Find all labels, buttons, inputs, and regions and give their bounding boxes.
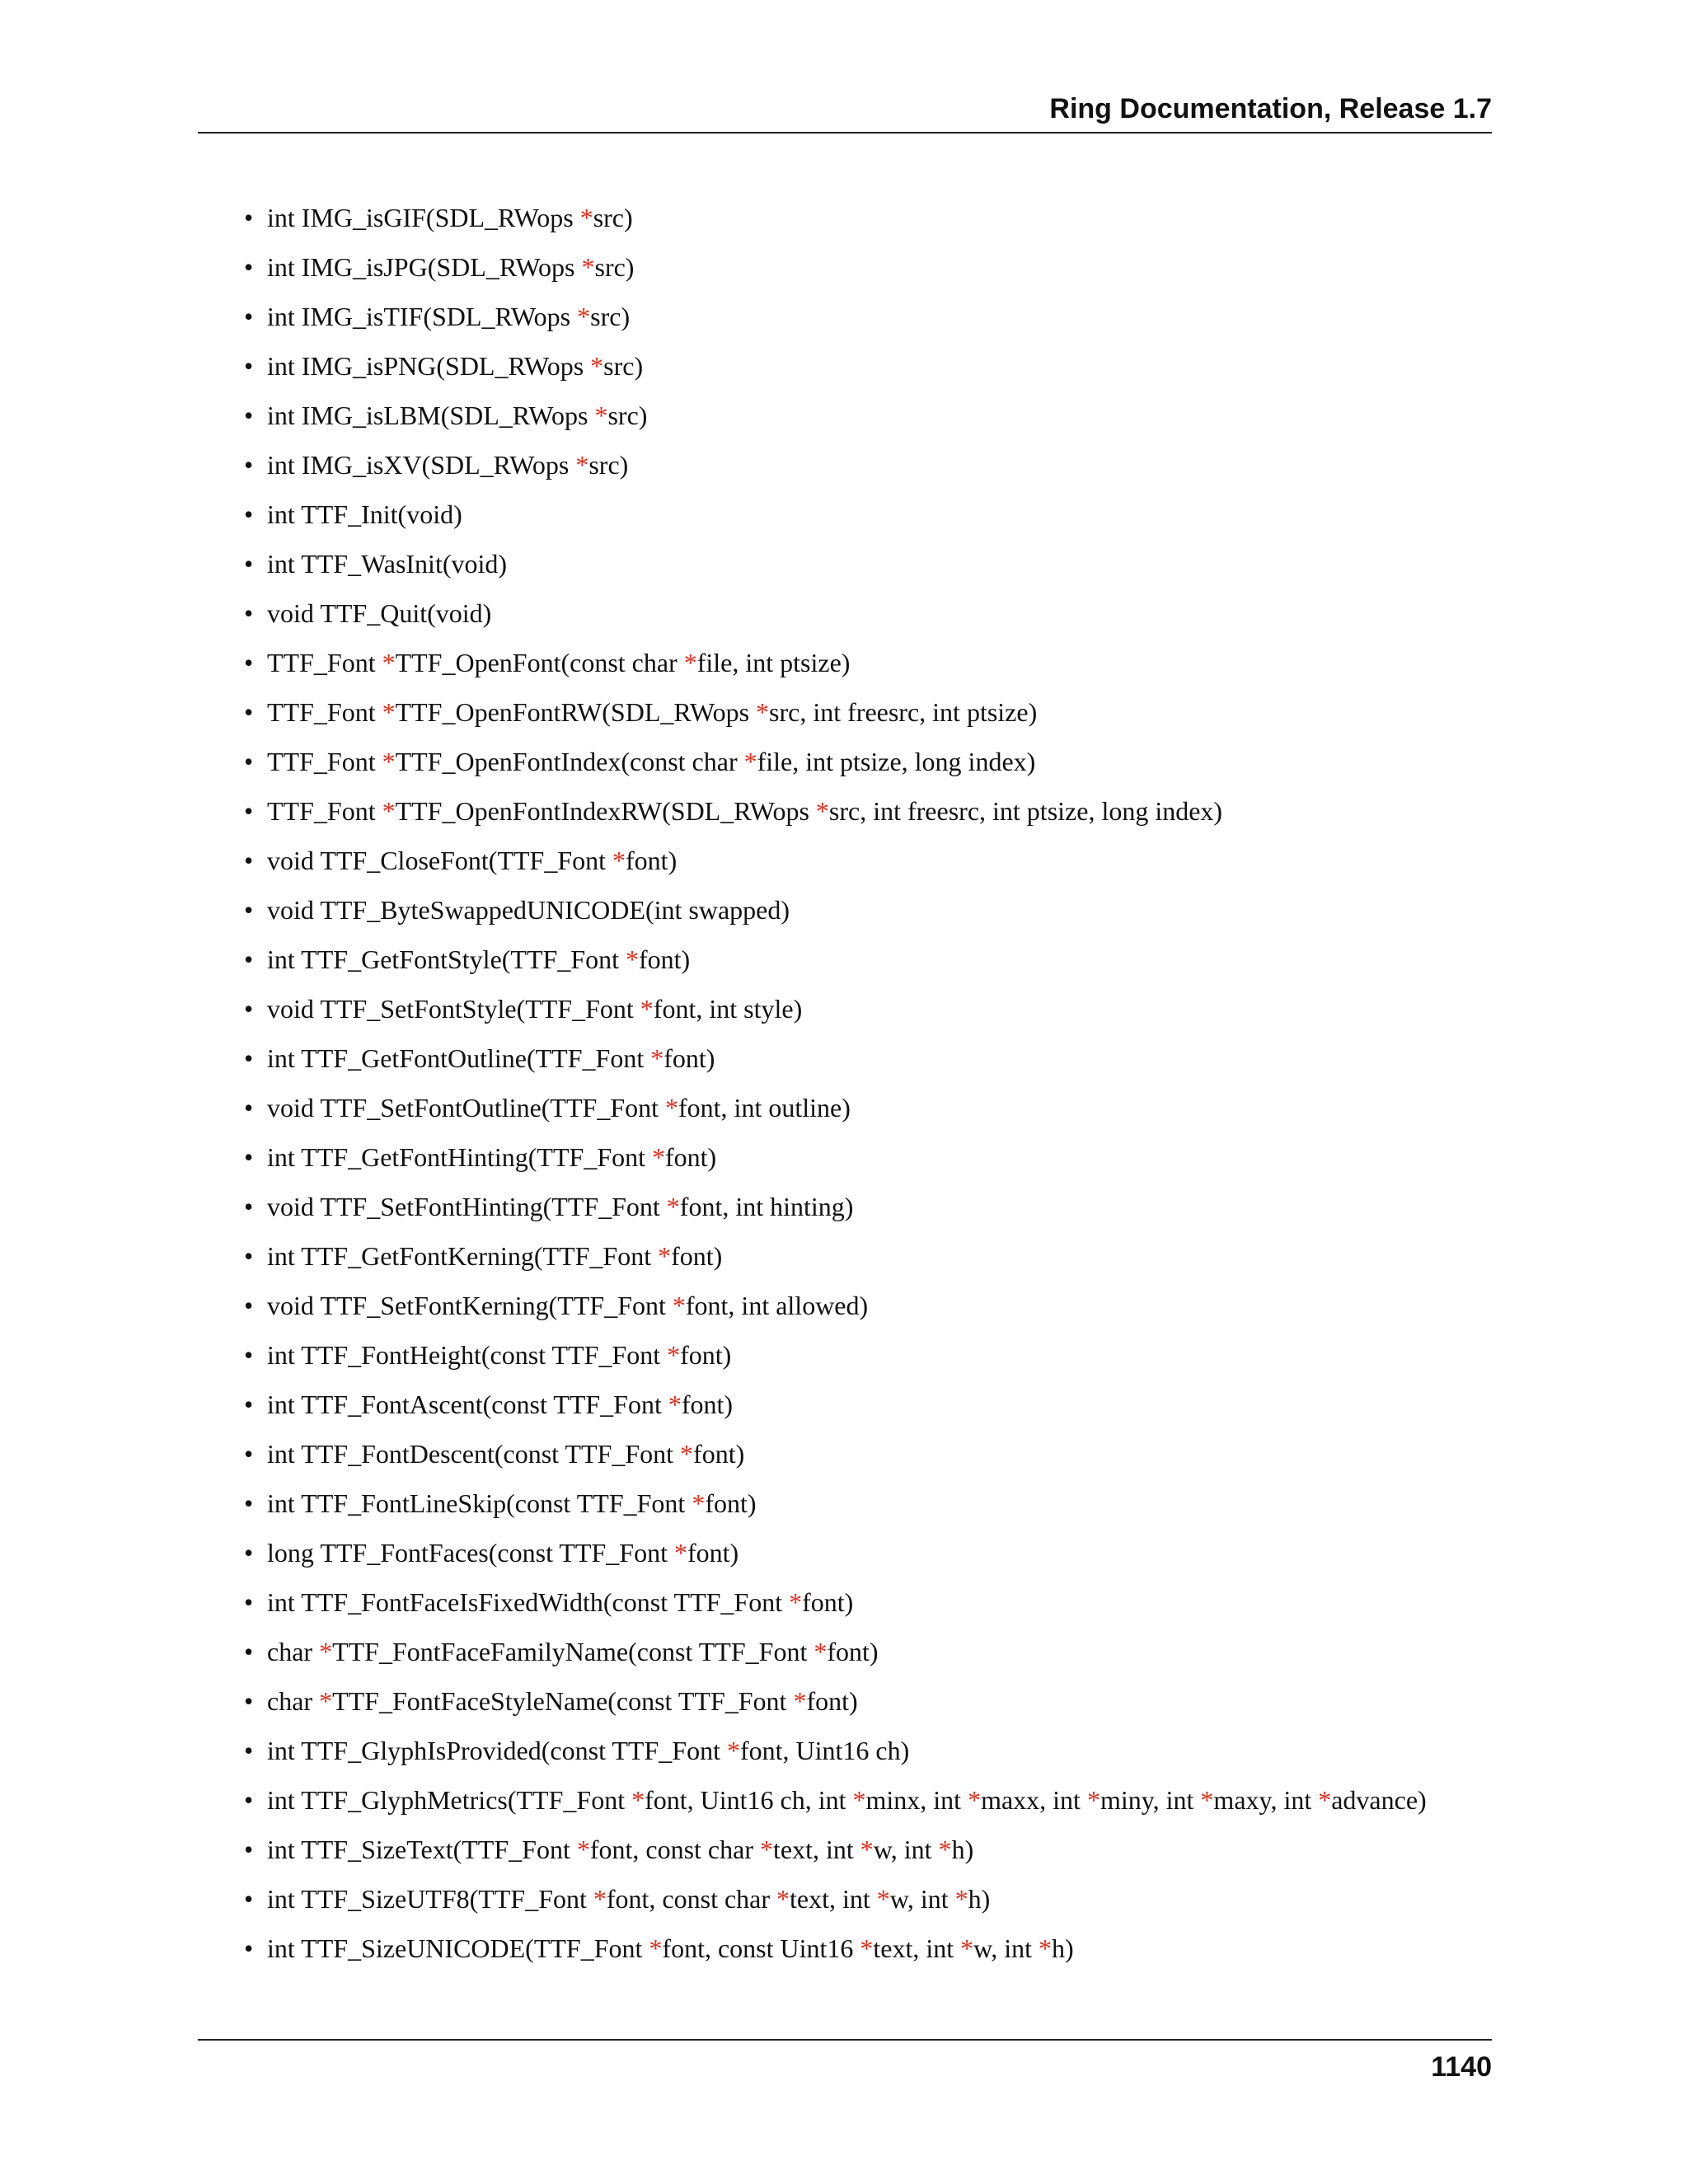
pointer-asterisk: *	[319, 1686, 333, 1716]
pointer-asterisk: *	[579, 203, 593, 232]
signature-text: font)	[639, 944, 691, 974]
bullet-icon: •	[244, 1736, 254, 1765]
pointer-asterisk: *	[649, 1933, 663, 1963]
page-number: 1140	[1431, 2051, 1492, 2083]
signature-text: font)	[693, 1439, 745, 1469]
list-item	[244, 841, 1497, 890]
bullet-icon: •	[244, 302, 254, 331]
bullet-icon: •	[244, 1291, 254, 1320]
pointer-asterisk: *	[938, 1835, 952, 1864]
signature-text: TTF_OpenFontIndex(const char	[395, 747, 744, 776]
pointer-asterisk: *	[612, 846, 626, 875]
pointer-asterisk: *	[789, 1587, 803, 1617]
pointer-asterisk: *	[692, 1488, 706, 1518]
list-item	[244, 494, 1497, 544]
bullet-icon: •	[244, 895, 254, 925]
pointer-asterisk: *	[382, 796, 396, 826]
list-item	[244, 1385, 1497, 1434]
pointer-asterisk: *	[672, 1291, 686, 1320]
bullet-icon: •	[244, 1043, 254, 1073]
signature-text: h)	[1051, 1933, 1074, 1963]
signature-text: void TTF_SetFontHinting(TTF_Font	[267, 1192, 667, 1221]
signature-text: int IMG_isJPG(SDL_RWops	[267, 252, 582, 282]
list-item	[244, 1236, 1497, 1286]
list-item	[244, 346, 1497, 396]
signature-text: src)	[593, 203, 633, 232]
bullet-icon: •	[244, 1488, 254, 1518]
signature-text: TTF_FontFaceFamilyName(const TTF_Font	[332, 1637, 814, 1666]
signature-text: TTF_FontFaceStyleName(const TTF_Font	[332, 1686, 794, 1716]
list-item	[244, 1780, 1497, 1830]
signature-text: font, int outline)	[678, 1093, 851, 1122]
signature-text: text, int	[873, 1933, 961, 1963]
signature-text: char	[267, 1637, 320, 1666]
function-list	[244, 198, 1497, 1978]
signature-text: int IMG_isPNG(SDL_RWops	[267, 351, 591, 381]
bullet-icon: •	[244, 203, 254, 232]
bullet-icon: •	[244, 1390, 254, 1419]
list-item	[244, 593, 1497, 643]
signature-text: font)	[680, 1340, 732, 1370]
signature-text: void TTF_Quit(void)	[267, 598, 492, 628]
signature-text: void TTF_ByteSwappedUNICODE(int swapped)	[267, 895, 790, 925]
page-header	[198, 91, 1492, 134]
signature-text: font)	[681, 1390, 734, 1419]
signature-text: int IMG_isXV(SDL_RWops	[267, 450, 576, 480]
signature-text: int TTF_FontAscent(const TTF_Font	[267, 1390, 668, 1419]
pointer-asterisk: *	[665, 1093, 678, 1122]
bullet-icon: •	[244, 401, 254, 430]
pointer-asterisk: *	[626, 944, 639, 974]
signature-text: font)	[663, 1043, 715, 1073]
signature-text: int TTF_SizeUTF8(TTF_Font	[267, 1884, 593, 1914]
list-item	[244, 297, 1497, 346]
pointer-asterisk: *	[577, 302, 591, 331]
pointer-asterisk: *	[726, 1736, 740, 1765]
signature-text: text, int	[790, 1884, 877, 1914]
bullet-icon: •	[244, 252, 254, 282]
signature-text: font, const char	[589, 1835, 760, 1864]
list-item	[244, 890, 1497, 940]
pointer-asterisk: *	[680, 1439, 694, 1469]
signature-text: font, int hinting)	[679, 1192, 854, 1221]
signature-text: maxy, int	[1213, 1785, 1319, 1815]
signature-text: font)	[671, 1241, 723, 1271]
pointer-asterisk: *	[793, 1686, 807, 1716]
pointer-asterisk: *	[852, 1785, 866, 1815]
pointer-asterisk: *	[593, 1884, 607, 1914]
bullet-icon: •	[244, 351, 254, 381]
bullet-icon: •	[244, 846, 254, 875]
signature-text: maxx, int	[981, 1785, 1087, 1815]
bullet-icon: •	[244, 796, 254, 826]
signature-text: src, int freesrc, int ptsize)	[769, 697, 1038, 727]
signature-text: int IMG_isGIF(SDL_RWops	[267, 203, 580, 232]
list-item	[244, 396, 1497, 445]
signature-text: font)	[626, 846, 678, 875]
pointer-asterisk: *	[581, 252, 595, 282]
pointer-asterisk: *	[968, 1785, 982, 1815]
pointer-asterisk: *	[1086, 1785, 1100, 1815]
page-content	[244, 198, 1497, 1978]
pointer-asterisk: *	[759, 1835, 773, 1864]
signature-text: TTF_Font	[267, 697, 382, 727]
signature-text: font)	[665, 1142, 717, 1172]
signature-text: int TTF_FontDescent(const TTF_Font	[267, 1439, 681, 1469]
list-item	[244, 643, 1497, 692]
signature-text: font, int allowed)	[685, 1291, 869, 1320]
pointer-asterisk: *	[319, 1637, 333, 1666]
signature-text: minx, int	[865, 1785, 968, 1815]
bullet-icon: •	[244, 1835, 254, 1864]
signature-text: h)	[968, 1884, 991, 1914]
signature-text: int TTF_SizeUNICODE(TTF_Font	[267, 1933, 649, 1963]
bullet-icon: •	[244, 747, 254, 776]
signature-text: file, int ptsize)	[696, 648, 851, 677]
signature-text: h)	[951, 1835, 974, 1864]
list-item	[244, 1731, 1497, 1780]
list-item	[244, 1879, 1497, 1929]
list-item	[244, 198, 1497, 247]
signature-text: TTF_Font	[267, 648, 382, 677]
pointer-asterisk: *	[814, 1637, 828, 1666]
bullet-icon: •	[244, 1241, 254, 1271]
signature-text: int TTF_GetFontKerning(TTF_Font	[267, 1241, 659, 1271]
pointer-asterisk: *	[640, 994, 654, 1024]
signature-text: int TTF_FontHeight(const TTF_Font	[267, 1340, 668, 1370]
signature-text: w, int	[889, 1884, 955, 1914]
bullet-icon: •	[244, 1142, 254, 1172]
pointer-asterisk: *	[594, 401, 608, 430]
list-item	[244, 1187, 1497, 1236]
list-item	[244, 989, 1497, 1038]
list-item	[244, 1137, 1497, 1187]
list-item	[244, 1681, 1497, 1731]
signature-text: TTF_OpenFontRW(SDL_RWops	[395, 697, 757, 727]
signature-text: void TTF_SetFontOutline(TTF_Font	[267, 1093, 665, 1122]
list-item	[244, 1632, 1497, 1681]
pointer-asterisk: *	[1318, 1785, 1332, 1815]
signature-text: file, int ptsize, long index)	[757, 747, 1036, 776]
pointer-asterisk: *	[683, 648, 697, 677]
pointer-asterisk: *	[382, 648, 396, 677]
signature-text: font, Uint16 ch)	[739, 1736, 910, 1765]
signature-text: TTF_OpenFontIndexRW(SDL_RWops	[395, 796, 816, 826]
pointer-asterisk: *	[590, 351, 604, 381]
list-item	[244, 742, 1497, 791]
list-item	[244, 1038, 1497, 1088]
pointer-asterisk: *	[382, 697, 396, 727]
bullet-icon: •	[244, 1686, 254, 1716]
signature-text: font, const Uint16	[662, 1933, 860, 1963]
pointer-asterisk: *	[667, 1340, 681, 1370]
list-item	[244, 1286, 1497, 1335]
bullet-icon: •	[244, 1439, 254, 1469]
signature-text: int TTF_GetFontStyle(TTF_Font	[267, 944, 626, 974]
document-title: Ring Documentation, Release 1.7	[1049, 93, 1492, 124]
signature-text: TTF_OpenFont(const char	[395, 648, 684, 677]
bullet-icon: •	[244, 1884, 254, 1914]
bullet-icon: •	[244, 1587, 254, 1617]
signature-text: char	[267, 1686, 320, 1716]
bullet-icon: •	[244, 1785, 254, 1815]
signature-text: src)	[588, 450, 629, 480]
signature-text: miny, int	[1100, 1785, 1201, 1815]
signature-text: int TTF_GetFontHinting(TTF_Font	[267, 1142, 652, 1172]
list-item	[244, 1088, 1497, 1137]
pointer-asterisk: *	[743, 747, 757, 776]
signature-text: int TTF_WasInit(void)	[267, 549, 508, 579]
signature-text: int TTF_FontLineSkip(const TTF_Font	[267, 1488, 692, 1518]
signature-text: src)	[607, 401, 648, 430]
signature-text: advance)	[1331, 1785, 1427, 1815]
signature-text: font)	[705, 1488, 757, 1518]
pointer-asterisk: *	[876, 1884, 890, 1914]
pointer-asterisk: *	[1038, 1933, 1052, 1963]
list-item	[244, 1434, 1497, 1483]
signature-text: int IMG_isLBM(SDL_RWops	[267, 401, 595, 430]
bullet-icon: •	[244, 697, 254, 727]
pointer-asterisk: *	[576, 1835, 590, 1864]
signature-text: int IMG_isTIF(SDL_RWops	[267, 302, 578, 331]
signature-text: int TTF_FontFaceIsFixedWidth(const TTF_Font	[267, 1587, 790, 1617]
signature-text: text, int	[772, 1835, 860, 1864]
bullet-icon: •	[244, 1538, 254, 1568]
signature-text: int TTF_GlyphIsProvided(const TTF_Font	[267, 1736, 727, 1765]
signature-text: TTF_Font	[267, 796, 382, 826]
pointer-asterisk: *	[658, 1241, 672, 1271]
pointer-asterisk: *	[652, 1142, 665, 1172]
pointer-asterisk: *	[668, 1390, 682, 1419]
bullet-icon: •	[244, 1192, 254, 1221]
list-item	[244, 791, 1497, 841]
signature-text: font)	[687, 1538, 739, 1568]
signature-text: int TTF_GetFontOutline(TTF_Font	[267, 1043, 651, 1073]
signature-text: src)	[603, 351, 644, 381]
signature-text: font, int style)	[653, 994, 803, 1024]
list-item	[244, 1483, 1497, 1533]
list-item	[244, 940, 1497, 989]
signature-text: font)	[827, 1637, 879, 1666]
bullet-icon: •	[244, 549, 254, 579]
list-item	[244, 247, 1497, 297]
signature-text: int TTF_SizeText(TTF_Font	[267, 1835, 577, 1864]
bullet-icon: •	[244, 1637, 254, 1666]
list-item	[244, 692, 1497, 742]
pointer-asterisk: *	[960, 1933, 974, 1963]
pointer-asterisk: *	[650, 1043, 664, 1073]
bullet-icon: •	[244, 648, 254, 677]
pointer-asterisk: *	[815, 796, 829, 826]
pointer-asterisk: *	[776, 1884, 790, 1914]
list-item	[244, 445, 1497, 494]
list-item	[244, 1533, 1497, 1582]
bullet-icon: •	[244, 944, 254, 974]
signature-text: font, Uint16 ch, int	[645, 1785, 853, 1815]
pointer-asterisk: *	[382, 747, 396, 776]
bullet-icon: •	[244, 1933, 254, 1963]
signature-text: src, int freesrc, int ptsize, long index)	[828, 796, 1223, 826]
pointer-asterisk: *	[1200, 1785, 1214, 1815]
signature-text: src)	[590, 302, 631, 331]
signature-text: long TTF_FontFaces(const TTF_Font	[267, 1538, 674, 1568]
list-item	[244, 1929, 1497, 1978]
signature-text: w, int	[873, 1835, 939, 1864]
signature-text: int TTF_Init(void)	[267, 499, 462, 529]
bullet-icon: •	[244, 499, 254, 529]
pointer-asterisk: *	[631, 1785, 645, 1815]
signature-text: font)	[802, 1587, 854, 1617]
signature-text: void TTF_CloseFont(TTF_Font	[267, 846, 613, 875]
pointer-asterisk: *	[860, 1835, 874, 1864]
signature-text: font)	[806, 1686, 858, 1716]
signature-text: w, int	[973, 1933, 1039, 1963]
list-item	[244, 1582, 1497, 1632]
bullet-icon: •	[244, 1093, 254, 1122]
signature-text: int TTF_GlyphMetrics(TTF_Font	[267, 1785, 632, 1815]
pointer-asterisk: *	[756, 697, 770, 727]
signature-text: font, const char	[606, 1884, 777, 1914]
pointer-asterisk: *	[575, 450, 589, 480]
bullet-icon: •	[244, 598, 254, 628]
page-footer	[198, 2039, 1492, 2083]
pointer-asterisk: *	[666, 1192, 680, 1221]
bullet-icon: •	[244, 450, 254, 480]
signature-text: src)	[594, 252, 635, 282]
list-item	[244, 1335, 1497, 1385]
bullet-icon: •	[244, 1340, 254, 1370]
pointer-asterisk: *	[673, 1538, 687, 1568]
list-item	[244, 544, 1497, 593]
signature-text: void TTF_SetFontKerning(TTF_Font	[267, 1291, 673, 1320]
signature-text: TTF_Font	[267, 747, 382, 776]
pointer-asterisk: *	[860, 1933, 874, 1963]
pointer-asterisk: *	[954, 1884, 968, 1914]
bullet-icon: •	[244, 994, 254, 1024]
signature-text: void TTF_SetFontStyle(TTF_Font	[267, 994, 640, 1024]
list-item	[244, 1830, 1497, 1879]
